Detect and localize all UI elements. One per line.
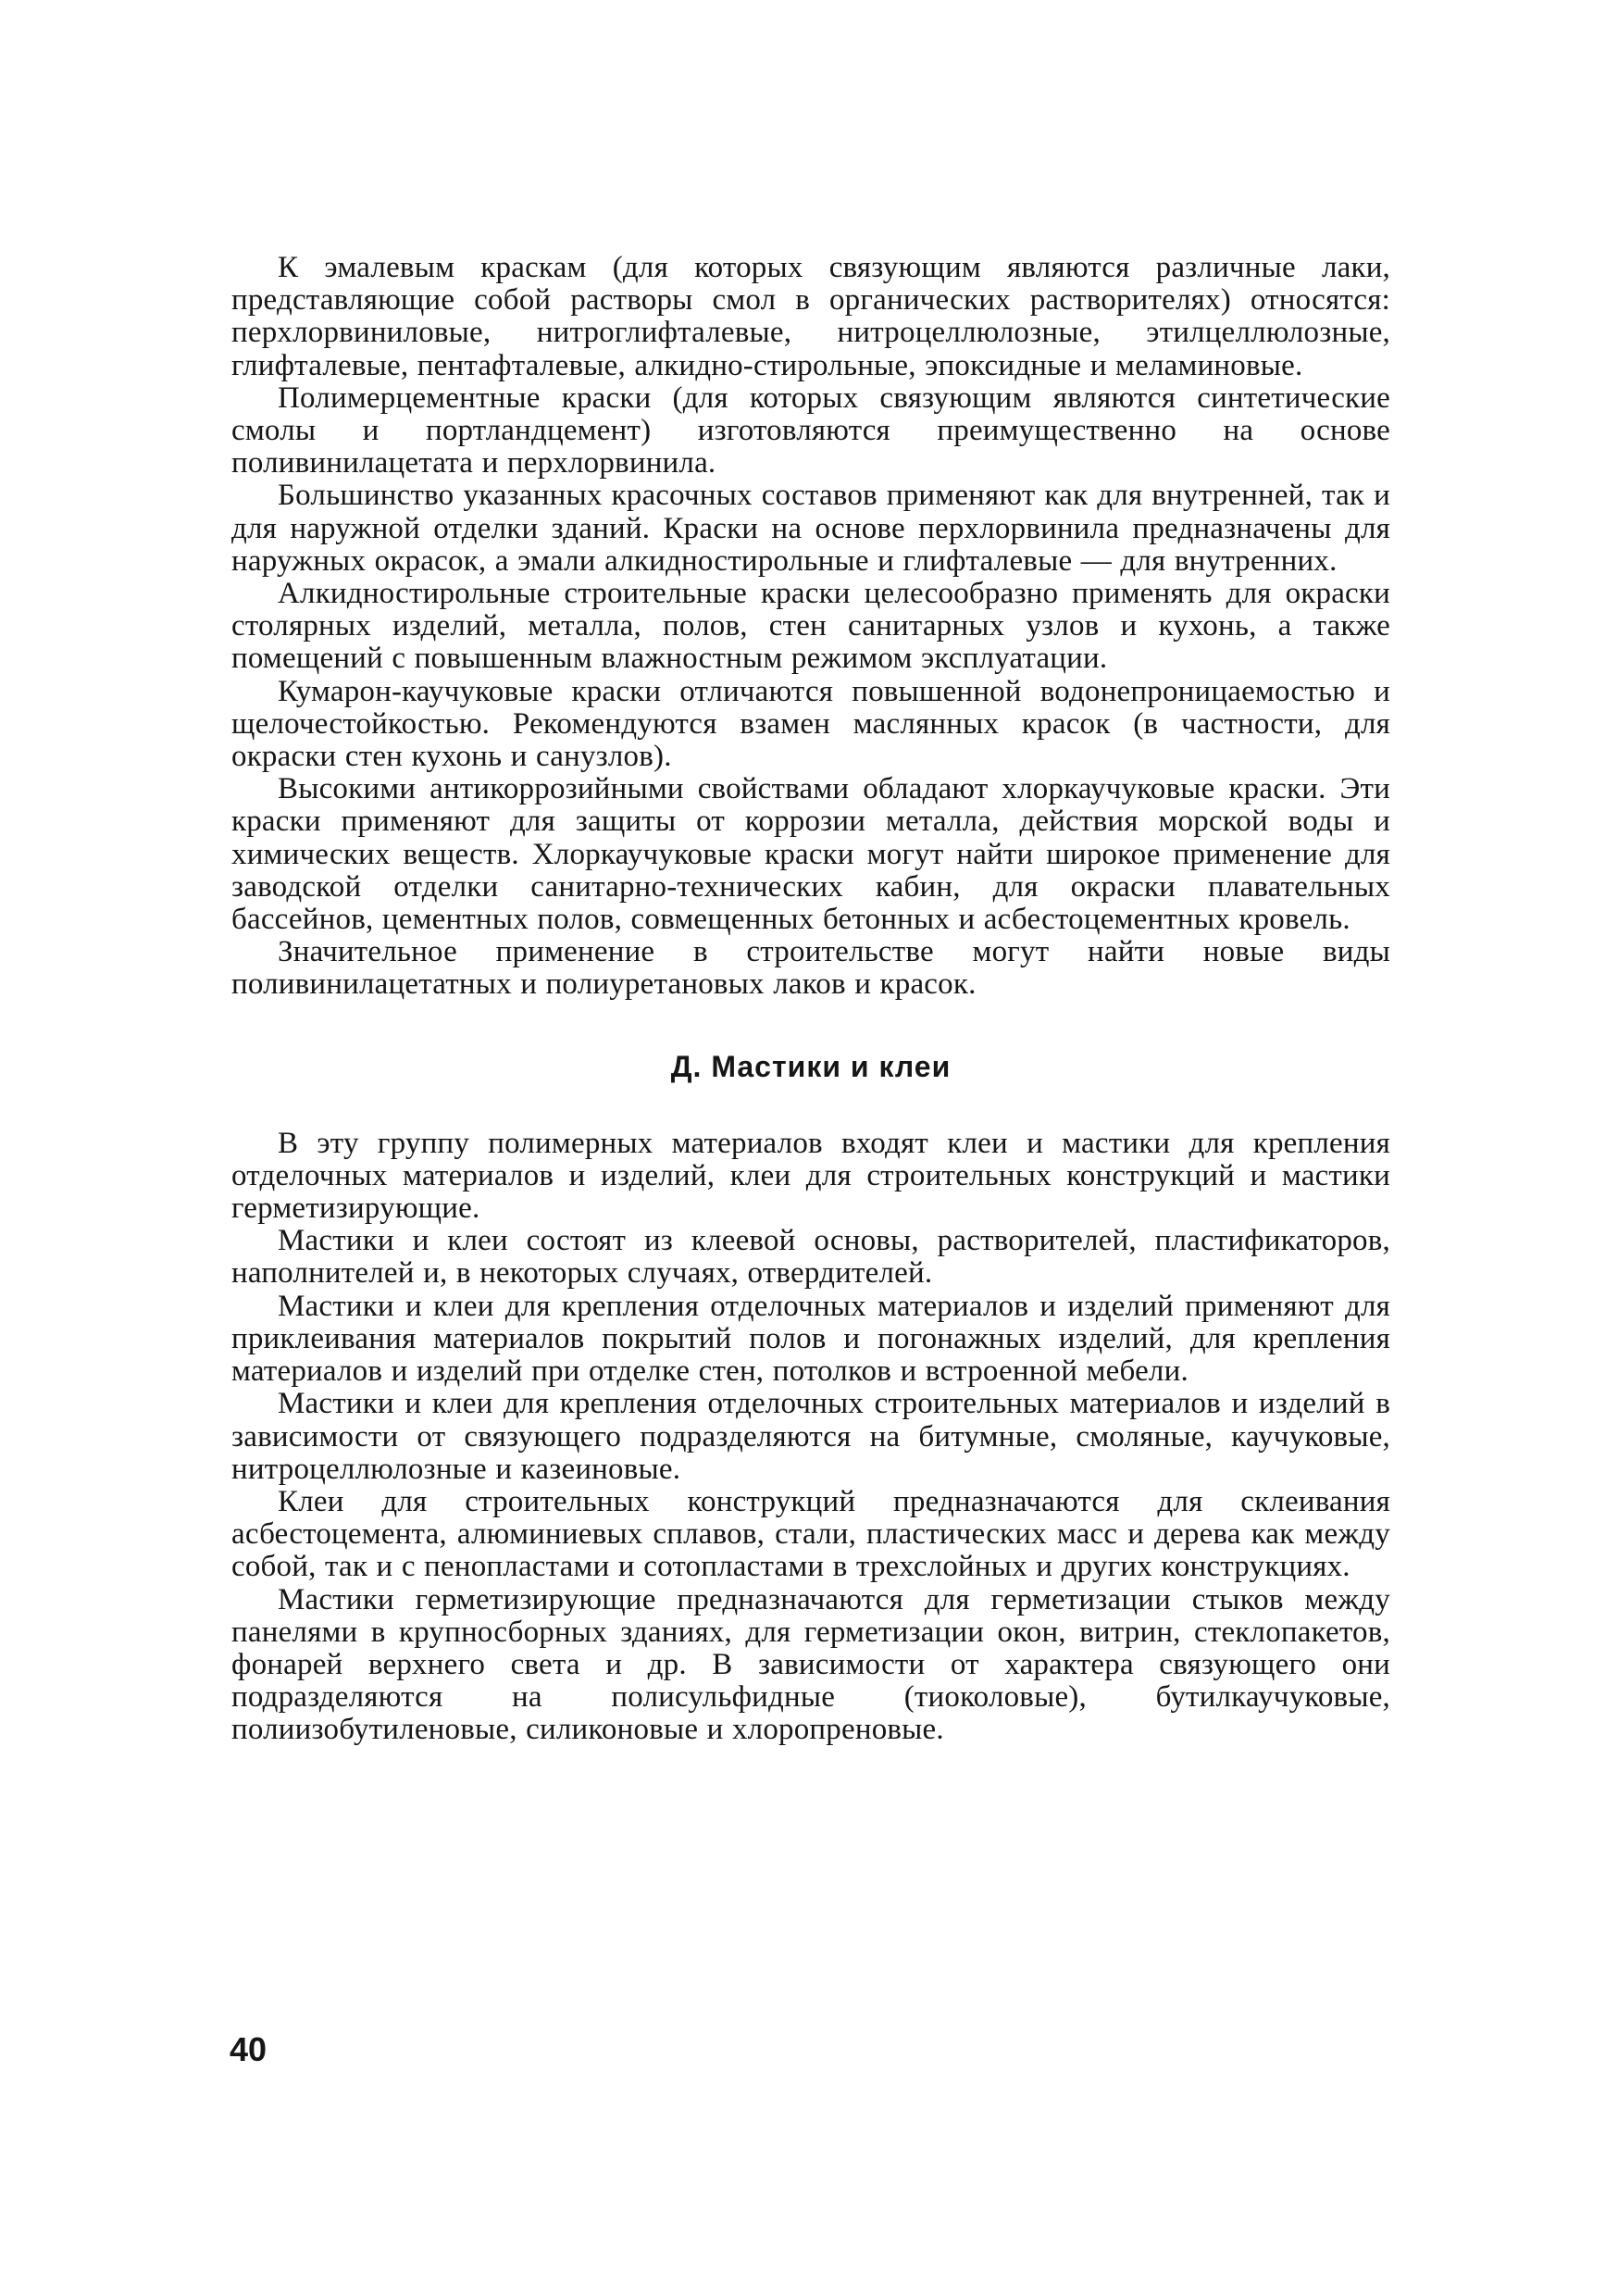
paragraph: К эмалевым краскам (для которых связующим являются различные лаки, представляющие собой растворы смол в органических растворителях) относятся: перхлорвиниловые, нитроглифталевые, нитроцеллюлозные, этилцеллюлозные, глифталевые, пентафталевые, алкидно-стирольные, эпоксидные и меламиновые. xyxy=(231,251,1390,382)
paragraph: В эту группу полимерных материалов входят клеи и мастики для крепления отделочных материалов и изделий, клеи для строительных конструкций и мастики герметизирующие. xyxy=(231,1126,1390,1226)
paragraph: Алкидностирольные строительные краски целесообразно применять для окраски столярных изделий, металла, полов, стен санитарных узлов и кухонь, а также помещений с повышенным влажностным режимом эксплуатации. xyxy=(231,577,1390,676)
paragraph: Мастики и клеи состоят из клеевой основы, растворителей, пластификаторов, наполнителей и, в некоторых случаях, отвердителей. xyxy=(231,1224,1390,1291)
paragraph: Полимерцементные краски (для которых связующим являются синтетические смолы и портландцемент) изготовляются преимущественно на основе поливинилацетата и перхлорвинила. xyxy=(231,381,1390,480)
section-paints xyxy=(231,252,1390,1002)
section-heading: Д. Мастики и клеи xyxy=(670,1049,952,1083)
paragraph: Мастики и клеи для крепления отделочных материалов и изделий применяют для приклеивания материалов покрытий полов и погонажных изделий, для крепления материалов и изделий при отделке стен, потолков и встроенной мебели. xyxy=(231,1289,1390,1389)
paragraph: Значительное применение в строительстве могут найти новые виды поливинилацетатных и полиуретановых лаков и красок. xyxy=(231,935,1390,1002)
paragraph: Мастики и клеи для крепления отделочных строительных материалов и изделий в зависимости от связующего подразделяются на битумные, смоляные, каучуковые, нитроцеллюлозные и казеиновые. xyxy=(231,1387,1390,1486)
paragraph: Высокими антикоррозийными свойствами обладают хлоркаучуковые краски. Эти краски применяют для защиты от коррозии металла, действия морской воды и химических веществ. Хлоркаучуковые краски могут найти широкое применение для заводской отделки санитарно-технических кабин, для окраски плавательных бассейнов, цементных полов, совмещенных бетонных и асбестоцементных кровель. xyxy=(231,772,1390,937)
page-content xyxy=(231,252,1390,1747)
paragraph: Мастики герметизирующие предназначаются для герметизации стыков между панелями в крупносборных зданиях, для герметизации окон, витрин, стеклопакетов, фонарей верхнего света и др. В зависимости от характера связующего они подразделяются на полисульфидные (тиоколовые), бутилкаучуковые, полиизобутиленовые, силиконовые и хлоропреновые. xyxy=(231,1582,1390,1747)
paragraph: Большинство указанных красочных составов применяют как для внутренней, так и для наружной отделки зданий. Краски на основе перхлорвинила предназначены для наружных окрасок, а эмали алкидностирольные и глифталевые — для внутренних. xyxy=(231,479,1390,578)
paragraph: Клеи для строительных конструкций предназначаются для склеивания асбестоцемента, алюминиевых сплавов, стали, пластических масс и дерева как между собой, так и с пенопластами и сотопластами в трехслойных и других конструкциях. xyxy=(231,1484,1390,1584)
page-number: 40 xyxy=(230,2030,268,2068)
paragraph: Кумарон-каучуковые краски отличаются повышенной водонепроницаемостью и щелочестойкостью. Рекомендуются взамен маслянных красок (в частности, для окраски стен кухонь и санузлов). xyxy=(231,674,1390,774)
section-mastics-glues xyxy=(231,1128,1390,1747)
